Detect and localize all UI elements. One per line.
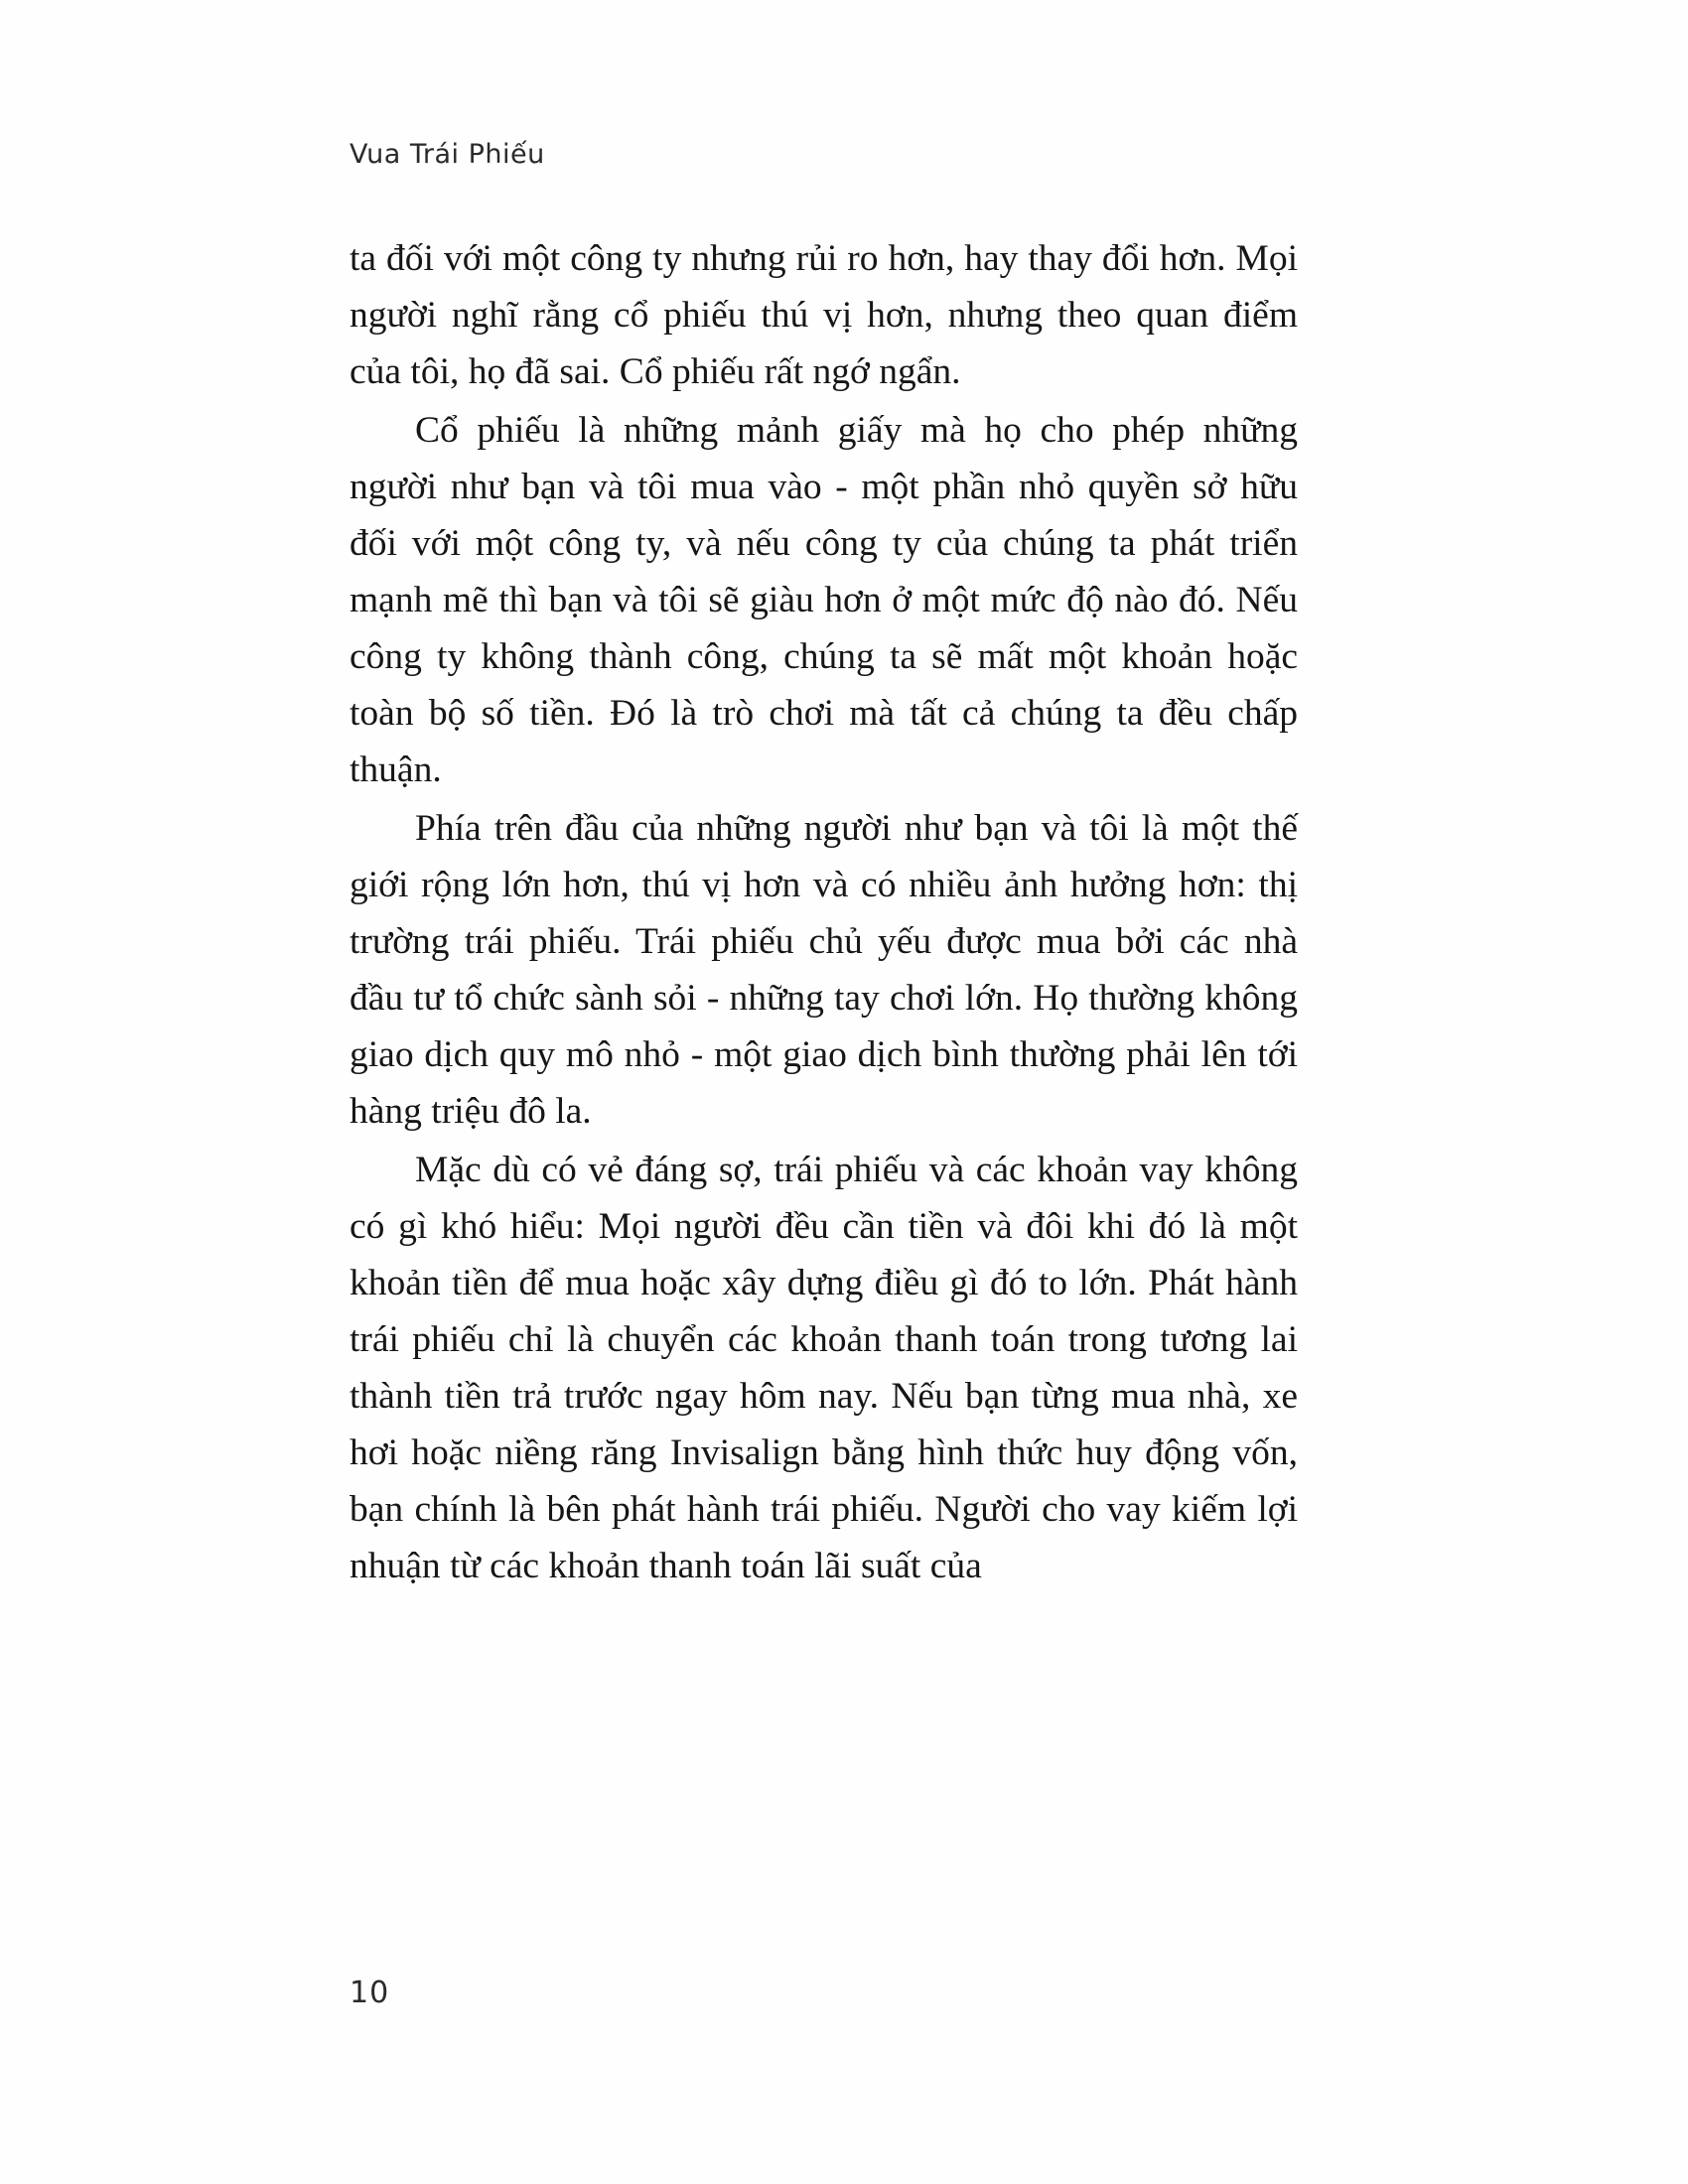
- paragraph: Cổ phiếu là những mảnh giấy mà họ cho phép những người như bạn và tôi mua vào - một phần nhỏ quyền sở hữu đối với một công ty, và nếu công ty của chúng ta phát triển mạnh mẽ thì bạn và tôi sẽ giàu hơn ở một mức độ nào đó. Nếu công ty không thành công, chúng ta sẽ mất một khoản hoặc toàn bộ số tiền. Đó là trò chơi mà tất cả chúng ta đều chấp thuận.: [350, 410, 1298, 790]
- page-number: 10: [350, 1976, 390, 2010]
- paragraph: Phía trên đầu của những người như bạn và tôi là một thế giới rộng lớn hơn, thú vị hơn và có nhiều ảnh hưởng hơn: thị trường trái phiếu. Trái phiếu chủ yếu được mua bởi các nhà đầu tư tổ chức sành sỏi - những tay chơi lớn. Họ thường không giao dịch quy mô nhỏ - một giao dịch bình thường phải lên tới hàng triệu đô la.: [350, 808, 1298, 1132]
- paragraph: ta đối với một công ty nhưng rủi ro hơn, hay thay đổi hơn. Mọi người nghĩ rằng cổ phiếu thú vị hơn, nhưng theo quan điểm của tôi, họ đã sai. Cổ phiếu rất ngớ ngẩn.: [350, 238, 1298, 392]
- paragraph: Mặc dù có vẻ đáng sợ, trái phiếu và các khoản vay không có gì khó hiểu: Mọi người đều cần tiền và đôi khi đó là một khoản tiền để mua hoặc xây dựng điều gì đó to lớn. Phát hành trái phiếu chỉ là chuyển các khoản thanh toán trong tương lai thành tiền trả trước ngay hôm nay. Nếu bạn từng mua nhà, xe hơi hoặc niềng răng Invisalign bằng hình thức huy động vốn, bạn chính là bên phát hành trái phiếu. Người cho vay kiếm lợi nhuận từ các khoản thanh toán lãi suất của: [350, 1150, 1298, 1586]
- body-text-column: [350, 230, 1298, 1594]
- running-head: Vua Trái Phiếu: [350, 139, 545, 170]
